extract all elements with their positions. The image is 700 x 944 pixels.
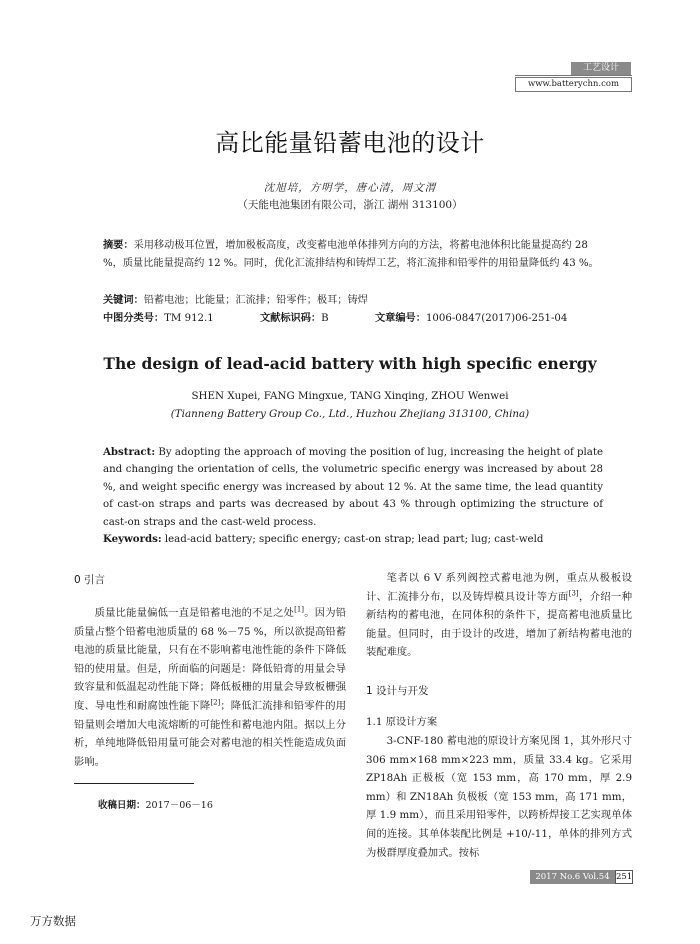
intro-text-a: 质量比能量偏低一直是铅蓄电池的不足之处 (94, 607, 295, 619)
keywords-en (103, 531, 603, 548)
keywords-en-label: Keywords: (103, 533, 162, 545)
clc-label: 中图分类号： (103, 313, 165, 324)
received-value: 2017－06－16 (145, 800, 213, 811)
citation-3[interactable]: [3] (568, 589, 579, 598)
paper-title-en: The design of lead-acid battery with high specific energy (103, 354, 597, 373)
authors-en: SHEN Xupei, FANG Mingxue, TANG Xinqing, ZHOU Wenwei (191, 390, 509, 402)
article-number-value: 1006-0847(2017)06-251-04 (425, 313, 568, 324)
intro-text-b: 。因为铅质量占整个铅蓄电池质量的 68 %－75 %，所以欲提高铅蓄电池的质量比能量，只有在不影响蓄电池性能的条件下降低铅的使用量。但是，所面临的问题是：降低铅膏的用量会导致容量和低温起动性能下降；降低板栅的用量会导致板栅强度、导电性和耐腐蚀性能下降 (74, 607, 347, 712)
keywords-en-text: lead-acid battery; specific energy; cast-on strap; lead part; lug; cast-weld (161, 534, 544, 545)
clc-value: TM 912.1 (164, 313, 214, 324)
article-number (375, 310, 567, 328)
journal-url[interactable]: www.batterychn.com (515, 77, 632, 92)
subsection-1-1-heading: 1.1 原设计方案 (366, 716, 438, 728)
received-label: 收稿日期： (98, 800, 146, 811)
citation-1[interactable]: [1] (294, 605, 305, 614)
document-code (260, 310, 329, 328)
article-number-label: 文章编号： (375, 313, 426, 324)
citation-2[interactable]: [2] (210, 698, 221, 707)
right-p1-text-b: ，介绍一种新结构的蓄电池，在同体积的条件下，提高蓄电池质量比能量。但同时，由于设计的改进，增加了新结构蓄电池的装配难度。 (366, 590, 633, 659)
abstract-cn (103, 237, 603, 273)
doc-code-label: 文献标识码： (260, 313, 322, 324)
right-p1-text-a: 笔者以 6 V 系列阀控式蓄电池为例，重点从极板设计、汇流排分布，以及铸焊模具设计等方面 (366, 572, 632, 603)
received-date (98, 797, 213, 811)
doc-code-value: B (321, 313, 329, 324)
intro-paragraph (74, 604, 346, 771)
keywords-cn-label: 关键词： (103, 295, 144, 306)
authors-cn: 沈旭培，方明学，唐心清，周文渭 (263, 182, 437, 194)
keywords-cn (103, 292, 603, 310)
page-number: 251 (616, 872, 633, 882)
footnote-rule (74, 783, 194, 784)
issue-label: 2017 No.6 Vol.54 (530, 870, 615, 884)
abstract-en (103, 444, 603, 531)
keywords-cn-text: 铅蓄电池；比能量；汇流排；铅零件；极耳；铸焊 (143, 295, 368, 306)
affiliation-cn: （天能电池集团有限公司，浙江 湖州 313100） (237, 199, 463, 211)
paper-title-cn: 高比能量铅蓄电池的设计 (215, 129, 485, 157)
watermark: 万方数据 (30, 914, 76, 928)
section-0-heading: 0 引言 (74, 574, 106, 586)
section-1-heading: 1 设计与开发 (366, 685, 429, 697)
right-paragraph-1 (366, 569, 632, 662)
abstract-cn-text: 采用移动极耳位置，增加极板高度，改变蓄电池单体排列方向的方法，将蓄电池体积比能量提高约 28 %，质量比能量提高约 12 %。同时，优化汇流排结构和铸焊工艺，将汇流排和铅零件的用铅量降低约 43 %。 (103, 240, 599, 269)
header-rule (515, 75, 632, 76)
section-tag: 工艺设计 (571, 62, 631, 75)
clc-number (103, 310, 214, 328)
abstract-en-label: Abstract: (103, 446, 156, 458)
right-paragraph-2: 3-CNF-180 蓄电池的原设计方案见图 1，其外形尺寸 306 mm×168 mm×223 mm，质量 33.4 kg。它采用 ZP18Ah 正极板（宽 153 mm，高 170 mm，厚 2.9 mm）和 ZN18Ah 负极板（宽 153 mm，高 171 mm，厚 1.9 mm），而且采用铅零件，以跨桥焊接工艺实现单体间的连接。其单体装配比例是 +10/-11，单体的排列方式为极群厚度叠加式。按标 (366, 735, 632, 859)
intro-text-c: ；降低汇流排和铅零件的用铅量则会增加大电流熔断的可能性和蓄电池内阻。据以上分析，单纯地降低铅用量可能会对蓄电池的相关性能造成负面影响。 (74, 699, 347, 768)
abstract-cn-label: 摘要： (103, 240, 134, 251)
abstract-en-text: By adopting the approach of moving the position of lug, increasing the height of plate and changing the orientation of cells, the volumetric specific energy was increased by about 28 %, and weight specific energy was increased by about 12 %. At the same time, the lead quantity of cast-on straps and parts was decreased by about 43 % through optimizing the structure of cast-on straps and the cast-weld process. (103, 447, 603, 528)
affiliation-en: (Tianneng Battery Group Co., Ltd., Huzhou Zhejiang 313100, China) (170, 408, 530, 420)
